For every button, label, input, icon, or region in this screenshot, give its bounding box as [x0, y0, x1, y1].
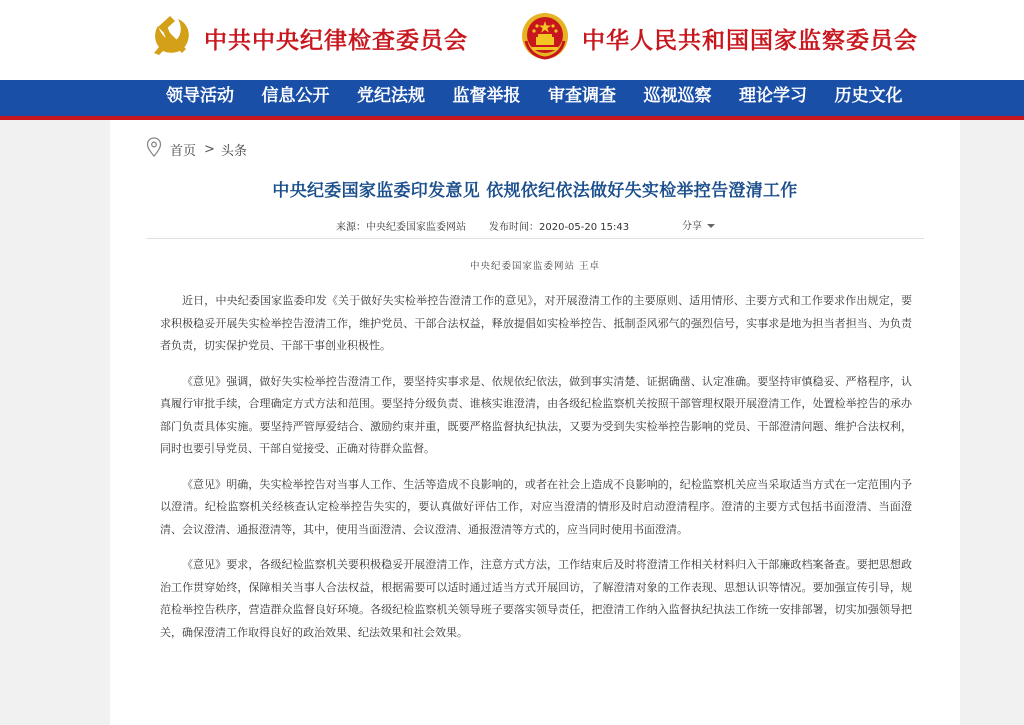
breadcrumb-home-link[interactable]: 首页	[170, 143, 197, 159]
breadcrumb-separator: >	[204, 141, 215, 157]
article-meta	[110, 218, 960, 234]
article-paragraph: 近日，中央纪委国家监委印发《关于做好失实检举控告澄清工作的意见》，对开展澄清工作的主要原则、适用情形、主要方式和工作要求作出规定，要求积极稳妥开展失实检举控告澄清工作，维护党员、干部合法权益，释放提倡如实检举控告、抵制歪风邪气的强烈信号，实事求是地为担当者担当、为负责者负责，切实保护党员、干部干事创业积极性。	[160, 294, 912, 352]
article-publish-time: 发布时间：2020-05-20 15:43	[489, 222, 630, 233]
share-label: 分享	[682, 221, 702, 232]
nav-item-leadership[interactable]: 领导活动	[166, 86, 234, 106]
hammer-sickle-icon	[148, 13, 194, 63]
article-paragraph: 《意见》强调，做好失实检举控告澄清工作，要坚持实事求是、依规依纪依法，做到事实清楚、证据确凿、认定准确。要坚持审慎稳妥、严格程序，认真履行审批手续，合理确定方式方法和范围。要坚持分级负责、谁核实谁澄清，由各级纪检监察机关按照干部管理权限开展澄清工作，处置检举控告的承办部门负责具体实施。要坚持严管厚爱结合、激励约束并重，既要严格监督执纪执法，又要为受到失实检举控告影响的党员、干部澄清问题、维护合法权利，同时也要引导党员、干部自觉接受、正确对待群众监督。	[160, 374, 912, 455]
nav-item-theory[interactable]: 理论学习	[739, 86, 807, 106]
breadcrumb	[146, 138, 247, 160]
divider	[146, 238, 924, 239]
nav-item-report[interactable]: 监督举报	[452, 86, 521, 106]
nav-item-investigation[interactable]: 审查调查	[548, 86, 616, 106]
nsc-title: 中华人民共和国国家监察委员会	[582, 26, 918, 54]
nav-item-regulations[interactable]: 党纪法规	[357, 86, 425, 106]
national-emblem-icon	[520, 11, 570, 65]
chevron-down-icon	[707, 224, 715, 228]
site-header	[0, 0, 1024, 80]
article-paragraph: 《意见》明确，失实检举控告对当事人工作、生活等造成不良影响的，或者在社会上造成不良影响的，纪检监察机关应当采取适当方式在一定范围内予以澄清。纪检监察机关经核查认定检举控告失实的，要认真做好评估工作，对应当澄清的情形及时启动澄清程序。澄清的主要方式包括书面澄清、当面澄清、会议澄清、通报澄清等，其中，使用当面澄清、会议澄清、通报澄清等方式的，应当同时使用书面澄清。	[160, 477, 912, 536]
nsc-logo-link[interactable]	[520, 10, 918, 66]
article-paragraph: 《意见》要求，各级纪检监察机关要积极稳妥开展澄清工作，注意方式方法，工作结束后及时将澄清工作相关材料归入干部廉政档案备查。要把思想政治工作贯穿始终，保障相关当事人合法权益，根据需要可以适时通过适当方式开展回访，了解澄清对象的工作表现、思想认识等情况。要加强宣传引导，规范检举控告秩序，营造群众监督良好环境。各级纪检监察机关领导班子要落实领导责任，把澄清工作纳入监督执纪执法工作统一安排部署，切实加强领导把关，确保澄清工作取得良好的政治效果、纪法效果和社会效果。	[160, 558, 912, 639]
ccdi-title: 中共中央纪律检查委员会	[204, 26, 468, 54]
breadcrumb-current-link[interactable]: 头条	[220, 143, 247, 159]
article-byline: 中央纪委国家监委网站 王卓	[469, 261, 601, 272]
nav-item-history[interactable]: 历史文化	[834, 86, 903, 106]
ccdi-logo-link[interactable]	[148, 10, 468, 66]
article-title: 中央纪委国家监委印发意见 依规依纪依法做好失实检举控告澄清工作	[272, 181, 798, 201]
article-container	[110, 120, 960, 725]
nav-item-inspection[interactable]: 巡视巡察	[643, 86, 712, 106]
main-nav	[0, 80, 1024, 120]
article-source: 来源：中央纪委国家监委网站	[336, 222, 466, 233]
nav-item-disclosure[interactable]: 信息公开	[261, 86, 330, 106]
location-pin-icon	[146, 137, 162, 161]
article-body	[160, 290, 912, 657]
share-dropdown[interactable]	[682, 217, 715, 232]
